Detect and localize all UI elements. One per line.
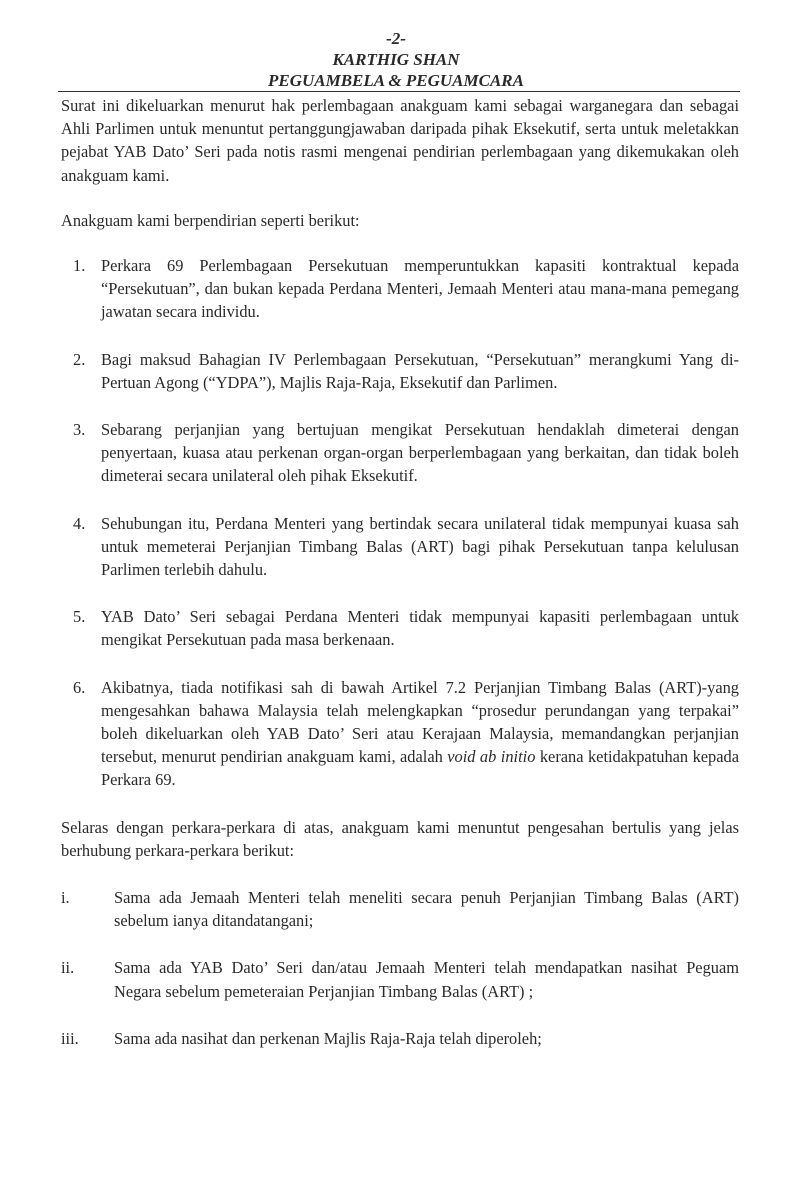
list-item	[61, 1027, 739, 1050]
list-item	[61, 512, 739, 582]
list-item-number: 1.	[73, 256, 86, 276]
list-item-text: Sama ada Jemaah Menteri telah meneliti secara penuh Perjanjian Timbang Balas (ART) sebelum ianya ditandatangani;	[114, 888, 739, 931]
numbered-list	[61, 254, 739, 792]
list-item-text-part: Akibatnya, tiada notifikasi sah di bawah Artikel 7.2 Perjanjian Timbang Balas (ART)-yang mengesahkan bahawa Malaysia telah melengkapkan “prosedur perundangan yang terpakai” boleh dikeluarkan oleh YAB Dato’ Seri atau Kerajaan Malaysia, memandangkan perjanjian tersebut, menurut pendirian anakguam kami, adalah	[101, 677, 739, 767]
list-item	[61, 886, 739, 932]
letter-body	[61, 94, 739, 1074]
list-item-number: 3.	[73, 420, 86, 440]
intro-paragraph: Surat ini dikeluarkan menurut hak perlembagaan anakguam kami sebagai warganegara dan sebagai Ahli Parlimen untuk menuntut pertanggungjawaban daripada pihak Eksekutif, serta untuk meletakkan pejabat YAB Dato’ Seri pada notis rasmi mengenai pendirian perlembagaan yang dikemukakan oleh anakguam kami.	[61, 96, 739, 185]
list-item-text-part: kerana ketidakpatuhan kepada Perkara 69.	[101, 747, 739, 790]
list-item-text: Sebarang perjanjian yang bertujuan mengikat Persekutuan hendaklah dimeterai dengan penyertaan, kuasa atau perkenan organ-organ berperlembagaan yang berkaitan, dan tidak boleh dimeterai secara unilateral oleh pihak Eksekutif.	[101, 420, 739, 486]
page-number: -2-	[386, 29, 406, 48]
list-item-text: YAB Dato’ Seri sebagai Perdana Menteri tidak mempunyai kapasiti perlembagaan untuk mengikat Persekutuan pada masa berkenaan.	[101, 607, 739, 650]
list-item-number: iii.	[61, 1028, 79, 1048]
list-item-number: 4.	[73, 513, 86, 533]
list-item	[61, 254, 739, 324]
header-divider	[58, 91, 740, 92]
list-item-text: Sama ada nasihat dan perkenan Majlis Raja-Raja telah diperoleh;	[114, 1028, 542, 1048]
list-item	[61, 956, 739, 1002]
firm-name: KARTHIG SHAN	[332, 50, 460, 69]
firm-title: PEGUAMBELA & PEGUAMCARA	[267, 71, 524, 90]
list-item-text: Bagi maksud Bahagian IV Perlembagaan Persekutuan, “Persekutuan” merangkumi Yang di-Pertuan Agong (“YDPA”), Majlis Raja-Raja, Eksekutif dan Parlimen.	[101, 349, 739, 392]
list-item-text: Perkara 69 Perlembagaan Persekutuan memperuntukkan kapasiti kontraktual kepada “Persekutuan”, dan bukan kepada Perdana Menteri, Jemaah Menteri atau mana-mana pemegang jawatan secara individu.	[101, 256, 739, 322]
list-item-number: 6.	[73, 677, 86, 697]
list-item	[61, 418, 739, 488]
list-item-number: 2.	[73, 349, 86, 369]
list-item	[61, 605, 739, 651]
latin-phrase: void ab initio	[447, 747, 536, 767]
list-item-number: i.	[61, 888, 70, 908]
lead-paragraph: Anakguam kami berpendirian seperti berikut:	[61, 210, 360, 230]
list-item-number: 5.	[73, 607, 86, 627]
list-item-text: Sehubungan itu, Perdana Menteri yang bertindak secara unilateral tidak mempunyai kuasa sah untuk memeterai Perjanjian Timbang Balas (ART) bagi pihak Persekutuan tanpa kelulusan Parlimen terlebih dahulu.	[101, 513, 739, 580]
list-item	[61, 348, 739, 394]
list-item-text	[101, 676, 739, 792]
list-item	[61, 676, 739, 792]
list-item-text: Sama ada YAB Dato’ Seri dan/atau Jemaah Menteri telah mendapatkan nasihat Peguam Negara sebelum pemeteraian Perjanjian Timbang Balas (ART) ;	[114, 958, 739, 1001]
list-item-number: ii.	[61, 958, 75, 978]
demand-paragraph: Selaras dengan perkara-perkara di atas, anakguam kami menuntut pengesahan bertulis yang jelas berhubung perkara-perkara berikut:	[61, 817, 739, 860]
roman-list	[61, 886, 739, 1050]
